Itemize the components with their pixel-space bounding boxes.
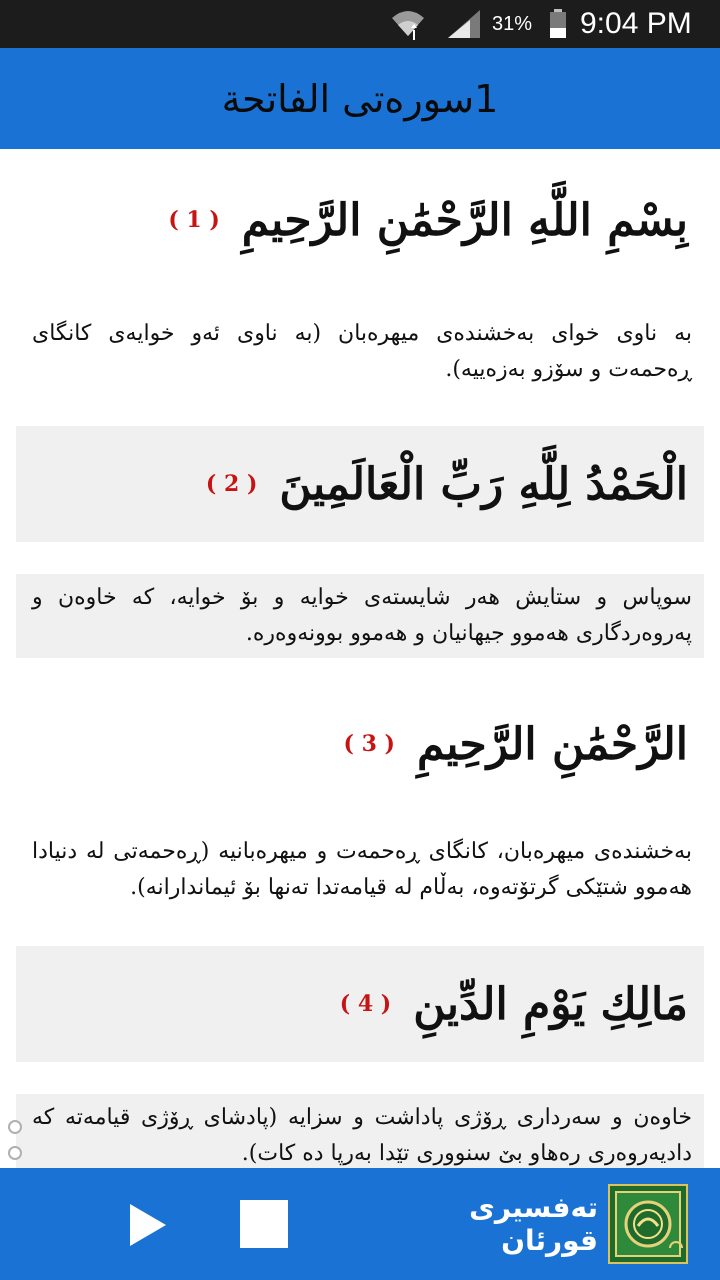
indicator-dot[interactable]	[8, 1146, 22, 1160]
ayah-translation-1: بە ناوی خوای بەخشندەی میهرەبان (بە ناوی ئەو خوایەی کانگای ڕەحمەت و سۆزو بەزەییە).	[32, 321, 692, 382]
ayah-translation-3: بەخشندەی میهرەبان، کانگای ڕەحمەت و میهرەبانیە (ڕەحمەتی لە دنیادا هەموو شتێکی گرتۆتەوە، بەڵام لە قیامەتدا تەنها بۆ ئیماندارانە).	[32, 839, 692, 900]
ayah-2	[16, 426, 704, 542]
ayah-arabic: مَالِكِ يَوْمِ الدِّينِ	[413, 978, 688, 1030]
clock: 9:04 PM	[580, 7, 692, 40]
battery-percent: 31%	[492, 12, 533, 35]
ayah-translation-2: سوپاس و ستایش هەر شایستەی خوایە و بۆ خوایە، کە خاوەن و پەروەردگاری هەموو جیهانیان و هەموو بوونەوەرە.	[16, 574, 704, 658]
ayah-number: ( 2 )	[205, 471, 258, 497]
battery-icon	[548, 0, 568, 48]
ayah-4	[16, 946, 704, 1062]
ayah-arabic: الرَّحْمَٰنِ الرَّحِيمِ	[416, 718, 688, 770]
indicator-dot[interactable]	[8, 1120, 22, 1134]
audio-player-bar	[0, 1168, 720, 1280]
ayah-number: ( 4 )	[339, 991, 392, 1017]
page-title: 1سورەتی الفاتحة	[221, 76, 499, 121]
app-bar	[0, 48, 720, 149]
ayah-arabic: الْحَمْدُ لِلَّهِ رَبِّ الْعَالَمِينَ	[279, 458, 688, 510]
play-icon	[122, 1200, 172, 1250]
ayah-arabic: بِسْمِ اللَّهِ الرَّحْمَٰنِ الرَّحِيمِ	[241, 194, 688, 246]
ayah-1	[16, 150, 704, 290]
wifi-icon	[388, 0, 428, 48]
signal-icon	[446, 0, 482, 48]
surah-content[interactable]	[0, 150, 720, 1168]
ayah-translation-4: خاوەن و سەرداری ڕۆژی پاداشت و سزایە (پادشای ڕۆژی قیامەتە کە دادیەروەری رەهاو بێ سنووری تێدا بەرپا دە کات).	[16, 1094, 704, 1168]
ayah-number: ( 3 )	[343, 731, 395, 757]
play-button[interactable]	[122, 1200, 172, 1250]
stop-button[interactable]	[240, 1200, 288, 1248]
player-title: تەفسیری قورئان	[469, 1191, 598, 1257]
status-bar	[0, 0, 720, 48]
quran-book-icon[interactable]	[608, 1184, 688, 1264]
ayah-number: ( 1 )	[168, 207, 220, 233]
ayah-3	[16, 680, 704, 808]
